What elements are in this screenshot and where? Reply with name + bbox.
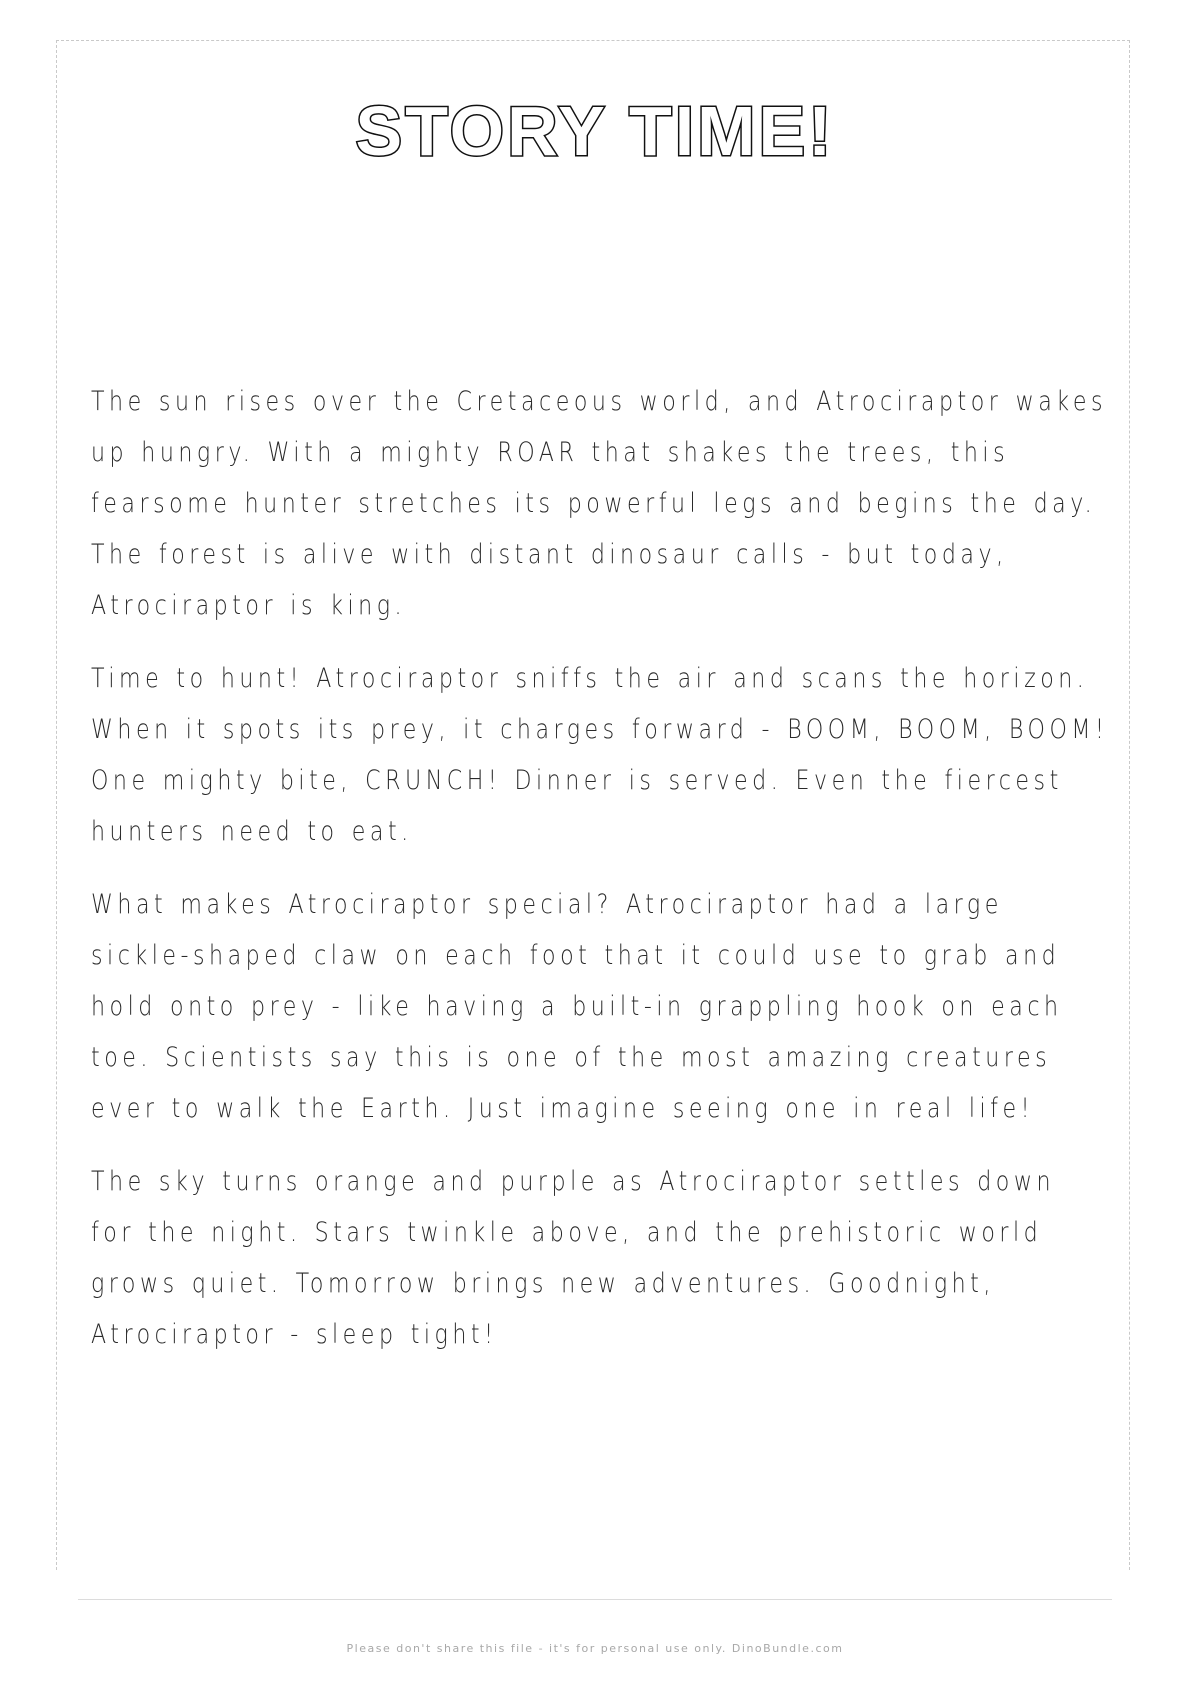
page-title: STORY TIME!: [355, 92, 835, 170]
story-body: [91, 376, 1111, 1382]
story-paragraph-facts: What makes Atrociraptor special? Atrociraptor had a large sickle-shaped claw on each foot that it could use to grab and hold onto prey - like having a built-in grappling hook on each toe. Scientists say this is one of the most amazing creatures ever to walk the Earth. Just imagine seeing one in real life!: [91, 889, 1063, 1124]
story-paragraph-night: The sky turns orange and purple as Atrociraptor settles down for the night. Stars twinkle above, and the prehistoric world grows quiet. Tomorrow brings new adventures. Goodnight, Atrociraptor - sleep tight!: [91, 1166, 1056, 1350]
footer-notice: Please don't share this file - it's for personal use only. DinoBundle.com: [346, 1642, 844, 1655]
story-paragraph-morning: The sun rises over the Cretaceous world, and Atrociraptor wakes up hungry. With a mighty ROAR that shakes the trees, this fearsome hunter stretches its powerful legs and begins the day. The forest is alive with distant dinosaur calls - but today, Atrociraptor is king.: [91, 386, 1108, 621]
story-paragraph-hunt: Time to hunt! Atrociraptor sniffs the air and scans the horizon. When it spots its prey, it charges forward - BOOM, BOOM, BOOM! One mighty bite, CRUNCH! Dinner is served. Even the fiercest hunters need to eat.: [91, 663, 1109, 847]
title-container: [0, 92, 1190, 170]
footer-divider: [78, 1599, 1112, 1600]
